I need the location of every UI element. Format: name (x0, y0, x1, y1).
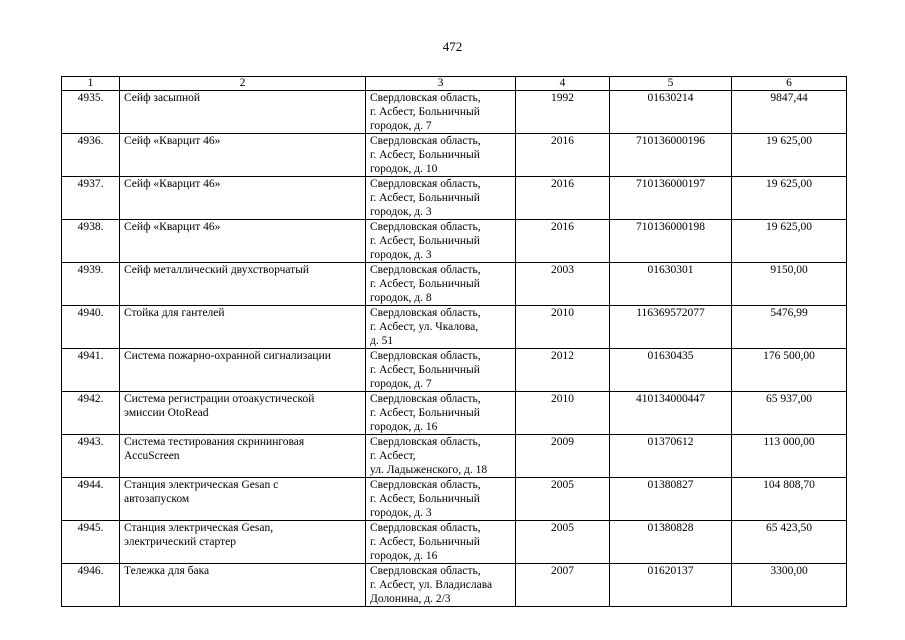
item-name (120, 478, 366, 521)
column-header-2: 2 (120, 77, 366, 91)
address-line: г. Асбест, ул. Чкалова, (370, 321, 479, 333)
item-name (120, 306, 366, 349)
name-line: Система пожарно-охранной сигнализации (124, 350, 331, 362)
address-line: Свердловская область, (370, 393, 481, 405)
name-line: Стойка для гантелей (124, 307, 225, 319)
column-header-4: 4 (516, 77, 610, 91)
item-name (120, 263, 366, 306)
inventory-number: 01630435 (610, 349, 732, 392)
address-line: Свердловская область, (370, 264, 481, 276)
table-row (62, 349, 847, 392)
address-line: г. Асбест, Больничный (370, 364, 480, 376)
table-row (62, 91, 847, 134)
row-number: 4935. (62, 91, 120, 134)
item-address (366, 564, 516, 607)
item-name (120, 91, 366, 134)
item-address (366, 263, 516, 306)
address-line: Свердловская область, (370, 221, 481, 233)
item-address (366, 177, 516, 220)
name-line: AccuScreen (124, 450, 180, 462)
address-line: г. Асбест, Больничный (370, 106, 480, 118)
item-address (366, 220, 516, 263)
item-cost: 113 000,00 (732, 435, 847, 478)
inventory-number: 116369572077 (610, 306, 732, 349)
item-name (120, 392, 366, 435)
item-address (366, 392, 516, 435)
name-line: Тележка для бака (124, 565, 210, 577)
table-row (62, 521, 847, 564)
name-line: эмиссии OtoRead (124, 407, 209, 419)
row-number: 4944. (62, 478, 120, 521)
address-line: Свердловская область, (370, 178, 481, 190)
row-number: 4938. (62, 220, 120, 263)
address-line: Свердловская область, (370, 565, 481, 577)
item-year: 2016 (516, 134, 610, 177)
name-line: Станция электрическая Gesan, (124, 522, 274, 534)
address-line: городок, д. 10 (370, 163, 438, 175)
row-number: 4936. (62, 134, 120, 177)
item-cost: 19 625,00 (732, 220, 847, 263)
name-line: Система регистрации отоакустической (124, 393, 315, 405)
address-line: г. Асбест, Больничный (370, 192, 480, 204)
item-cost: 176 500,00 (732, 349, 847, 392)
table-row (62, 177, 847, 220)
name-line: электрический стартер (124, 536, 236, 548)
item-year: 2016 (516, 220, 610, 263)
table-body (62, 91, 847, 607)
row-number: 4945. (62, 521, 120, 564)
item-cost: 19 625,00 (732, 134, 847, 177)
column-header-3: 3 (366, 77, 516, 91)
item-year: 2007 (516, 564, 610, 607)
table-row (62, 220, 847, 263)
item-address (366, 478, 516, 521)
item-name (120, 220, 366, 263)
item-year: 2003 (516, 263, 610, 306)
name-line: Сейф засыпной (124, 92, 201, 104)
row-number: 4946. (62, 564, 120, 607)
table-row (62, 263, 847, 306)
address-line: г. Асбест, Больничный (370, 536, 480, 548)
item-cost: 19 625,00 (732, 177, 847, 220)
item-cost: 5476,99 (732, 306, 847, 349)
property-registry-table (61, 76, 847, 607)
item-cost: 65 423,50 (732, 521, 847, 564)
item-name (120, 521, 366, 564)
table-row (62, 392, 847, 435)
address-line: Свердловская область, (370, 92, 481, 104)
item-address (366, 349, 516, 392)
inventory-number: 01630214 (610, 91, 732, 134)
column-header-6: 6 (732, 77, 847, 91)
item-name (120, 177, 366, 220)
address-line: Свердловская область, (370, 135, 481, 147)
item-name (120, 564, 366, 607)
name-line: Сейф «Кварцит 46» (124, 178, 221, 190)
name-line: Сейф «Кварцит 46» (124, 135, 221, 147)
address-line: г. Асбест, ул. Владислава (370, 579, 493, 591)
table-row (62, 564, 847, 607)
item-year: 2005 (516, 478, 610, 521)
address-line: городок, д. 7 (370, 378, 432, 390)
address-line: городок, д. 3 (370, 206, 432, 218)
column-header-5: 5 (610, 77, 732, 91)
column-header-1: 1 (62, 77, 120, 91)
row-number: 4942. (62, 392, 120, 435)
inventory-number: 01380828 (610, 521, 732, 564)
address-line: ул. Ладыженского, д. 18 (370, 464, 488, 476)
item-cost: 65 937,00 (732, 392, 847, 435)
address-line: Свердловская область, (370, 522, 481, 534)
item-year: 2012 (516, 349, 610, 392)
row-number: 4939. (62, 263, 120, 306)
inventory-number: 410134000447 (610, 392, 732, 435)
address-line: г. Асбест, Больничный (370, 235, 480, 247)
row-number: 4943. (62, 435, 120, 478)
item-name (120, 134, 366, 177)
address-line: Свердловская область, (370, 350, 481, 362)
column-number-row (62, 77, 847, 91)
item-name (120, 349, 366, 392)
name-line: Система тестирования скрининговая (124, 436, 305, 448)
inventory-number: 01370612 (610, 435, 732, 478)
item-address (366, 521, 516, 564)
item-address (366, 306, 516, 349)
address-line: Свердловская область, (370, 436, 481, 448)
address-line: городок, д. 8 (370, 292, 432, 304)
inventory-number: 710136000197 (610, 177, 732, 220)
address-line: городок, д. 7 (370, 120, 432, 132)
address-line: Свердловская область, (370, 307, 481, 319)
inventory-number: 710136000198 (610, 220, 732, 263)
address-line: городок, д. 3 (370, 249, 432, 261)
address-line: г. Асбест, Больничный (370, 493, 480, 505)
row-number: 4941. (62, 349, 120, 392)
name-line: Сейф металлический двухстворчатый (124, 264, 310, 276)
address-line: городок, д. 16 (370, 550, 438, 562)
address-line: Долонина, д. 2/3 (370, 593, 451, 605)
name-line: автозапуском (124, 493, 190, 505)
address-line: д. 51 (370, 335, 394, 347)
inventory-number: 01380827 (610, 478, 732, 521)
address-line: г. Асбест, Больничный (370, 407, 480, 419)
row-number: 4937. (62, 177, 120, 220)
item-cost: 9150,00 (732, 263, 847, 306)
inventory-number: 710136000196 (610, 134, 732, 177)
table-row (62, 306, 847, 349)
item-year: 2016 (516, 177, 610, 220)
inventory-number: 01620137 (610, 564, 732, 607)
address-line: г. Асбест, Больничный (370, 278, 480, 290)
item-year: 1992 (516, 91, 610, 134)
item-address (366, 91, 516, 134)
table-row (62, 478, 847, 521)
table-row (62, 435, 847, 478)
item-address (366, 134, 516, 177)
name-line: Станция электрическая Gesan с (124, 479, 279, 491)
address-line: г. Асбест, Больничный (370, 149, 480, 161)
name-line: Сейф «Кварцит 46» (124, 221, 221, 233)
row-number: 4940. (62, 306, 120, 349)
address-line: Свердловская область, (370, 479, 481, 491)
item-year: 2010 (516, 392, 610, 435)
table-row (62, 134, 847, 177)
item-year: 2005 (516, 521, 610, 564)
inventory-number: 01630301 (610, 263, 732, 306)
address-line: г. Асбест, (370, 450, 416, 462)
item-address (366, 435, 516, 478)
item-year: 2010 (516, 306, 610, 349)
item-name (120, 435, 366, 478)
page-number: 472 (442, 39, 463, 54)
item-cost: 3300,00 (732, 564, 847, 607)
item-year: 2009 (516, 435, 610, 478)
item-cost: 9847,44 (732, 91, 847, 134)
address-line: городок, д. 16 (370, 421, 438, 433)
address-line: городок, д. 3 (370, 507, 432, 519)
item-cost: 104 808,70 (732, 478, 847, 521)
